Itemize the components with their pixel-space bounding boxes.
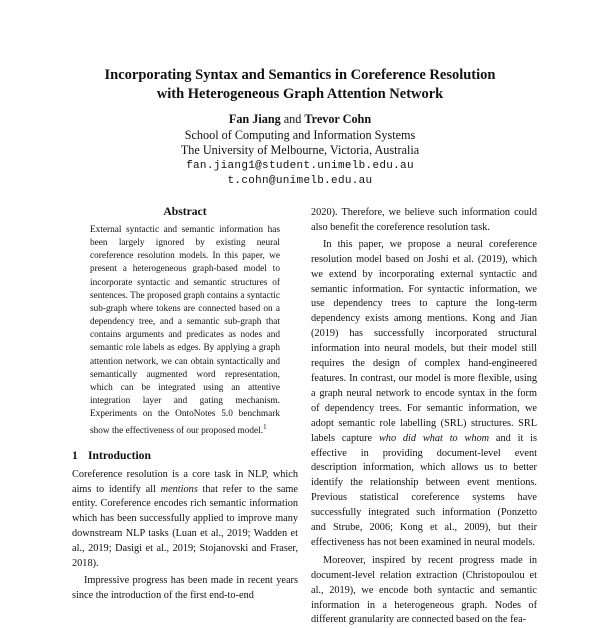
- abstract-heading: Abstract: [163, 205, 207, 218]
- left-column: [72, 205, 298, 604]
- affiliation-line-2: The University of Melbourne, Victoria, Australia: [180, 143, 420, 157]
- abstract-body-text: External syntactic and semantic information has been largely ignored by existing neural coreference resolution models. In this paper, we present a heterogeneous graph-based model to incorporate syntactic and semantic structures of sentences. The proposed graph contains a syntactic sub-graph where tokens are connected based on a dependency tree, and a semantic sub-graph that contains arguments and predicates as nodes and semantic role labels as edges. By applying a graph attention network, we can obtain syntactically and semantically augmented word representation, which can be integrated using an attentive integration layer and gating mechanism. Experiments on the OntoNotes 5.0 benchmark show the effectiveness of our proposed model.: [90, 225, 280, 437]
- right-column: [311, 206, 537, 628]
- paper-title: [60, 66, 540, 104]
- section-number: 1: [72, 448, 78, 462]
- author-and: and: [283, 112, 302, 126]
- right-p1-emphasis: who did what to whom: [378, 432, 490, 444]
- title-line-1: Incorporating Syntax and Semantics in Coreference Resolution: [104, 67, 496, 83]
- email-1: fan.jiang1@student.unimelb.edu.au: [186, 159, 414, 172]
- footnote-mark: 1: [263, 423, 267, 432]
- affiliation-line-1: School of Computing and Information Systems: [184, 127, 416, 142]
- right-p1-text-b: and it is effective in providing document-level event description information, which allows us to better identify the relationship between event mentions. Previous statistical coreference systems have successfully integrated such information (Ponzetto and Strube, 2006; Kong et al., 2009), but their effectiveness has not been examined in neural models.: [311, 432, 537, 548]
- right-paragraph-2: Moreover, inspired by recent progress made in document-level relation extraction (Christopoulou et al., 2019), we encode both syntactic and semantic information in a heterogeneous graph. Nodes of different granularity are connected based on the fea-: [311, 554, 537, 626]
- abstract-text: [90, 224, 280, 439]
- intro-p1-text-b: that refer to the same entity. Coreference encodes rich semantic information which has been successfully applied to improve many downstream NLP tasks (Luan et al., 2019; Wadden et al., 2019; Dasigi et al., 2019; Stojanovski and Fraser, 2018).: [72, 483, 299, 570]
- email-2: t.cohn@unimelb.edu.au: [227, 175, 373, 187]
- author-block: [60, 112, 540, 190]
- section-title: Introduction: [88, 448, 151, 462]
- author-2: Trevor Cohn: [304, 112, 372, 126]
- right-paragraph-0: 2020). Therefore, we believe such information could also benefit the coreference resolution task.: [311, 207, 537, 233]
- right-paragraph-1: [311, 238, 537, 551]
- right-p1-text-a: In this paper, we propose a neural coreference resolution model based on Joshi et al. (2019), which we extend by incorporating external syntactic and semantic information. For syntactic information, we use dependency trees to capture the long-term dependency exists among mentions. Kong and Jian (2019) has successfully incorporated structural information into neural models, but their model still requires the design of complex hand-engineered features. In contrast, our model is more flexible, using a graph neural network to encode syntax in the form of dependency trees. For semantic information, we adopt semantic role labelling (SRL) structures. SRL labels capture: [311, 238, 537, 444]
- section-heading-introduction: [72, 449, 298, 462]
- author-names: [60, 112, 540, 128]
- title-line-2: with Heterogeneous Graph Attention Network: [156, 86, 444, 102]
- intro-paragraph-1: [72, 468, 298, 572]
- intro-p1-emphasis: mentions: [160, 483, 198, 495]
- intro-paragraph-2: Impressive progress has been made in recent years since the introduction of the first end-to-end: [72, 574, 298, 601]
- author-1: Fan Jiang: [228, 112, 281, 126]
- intro-p1-text-a: Coreference resolution is a core task in NLP, which aims to identify all: [72, 468, 298, 495]
